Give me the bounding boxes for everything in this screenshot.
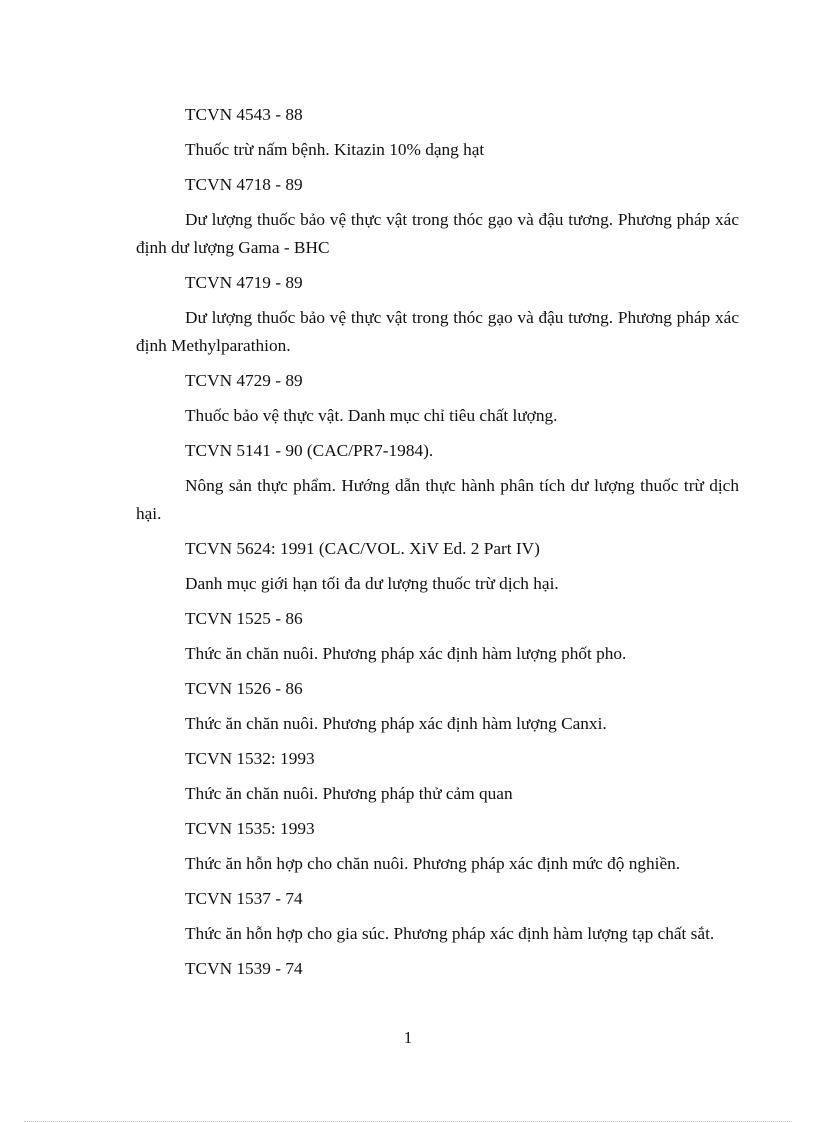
standard-code: TCVN 4543 - 88: [185, 105, 303, 124]
page-number: 1: [403, 1028, 413, 1047]
standard-description: Danh mục giới hạn tối đa dư lượng thuốc trừ dịch hại.: [185, 574, 559, 593]
standard-code: TCVN 1539 - 74: [185, 959, 303, 978]
standard-code: TCVN 1532: 1993: [185, 749, 315, 768]
standard-code: TCVN 1526 - 86: [185, 679, 303, 698]
standards-list: [136, 101, 739, 990]
standard-description: Thức ăn hỗn hợp cho chăn nuôi. Phương pháp xác định mức độ nghiền.: [185, 854, 681, 873]
standard-description: Dư lượng thuốc bảo vệ thực vật trong thóc gạo và đậu tương. Phương pháp xác định Methylparathion.: [136, 308, 739, 355]
standard-code: TCVN 5624: 1991 (CAC/VOL. XiV Ed. 2 Part IV): [185, 539, 540, 558]
standard-code: TCVN 5141 - 90 (CAC/PR7-1984).: [185, 441, 434, 460]
standard-description: Thức ăn chăn nuôi. Phương pháp xác định hàm lượng phốt pho.: [185, 644, 627, 663]
standard-description: Thuốc trừ nấm bệnh. Kitazin 10% dạng hạt: [185, 140, 485, 159]
page-bottom-divider: [24, 1121, 792, 1122]
standard-description: Thuốc bảo vệ thực vật. Danh mục chỉ tiêu chất lượng.: [185, 406, 558, 425]
standard-code: TCVN 4718 - 89: [185, 175, 303, 194]
standard-description: Dư lượng thuốc bảo vệ thực vật trong thóc gạo và đậu tương. Phương pháp xác định dư lượng Gama - BHC: [136, 210, 739, 257]
standard-description: Nông sản thực phẩm. Hướng dẫn thực hành phân tích dư lượng thuốc trừ dịch hại.: [136, 476, 739, 523]
standard-code: TCVN 1535: 1993: [185, 819, 315, 838]
standard-code: TCVN 1525 - 86: [185, 609, 303, 628]
standard-description: Thức ăn chăn nuôi. Phương pháp thử cảm quan: [185, 784, 513, 803]
standard-code: TCVN 1537 - 74: [185, 889, 303, 908]
standard-code: TCVN 4729 - 89: [185, 371, 303, 390]
standard-description: Thức ăn chăn nuôi. Phương pháp xác định hàm lượng Canxi.: [185, 714, 607, 733]
standard-description: Thức ăn hỗn hợp cho gia súc. Phương pháp xác định hàm lượng tạp chất sắt.: [185, 924, 715, 943]
standard-code: TCVN 4719 - 89: [185, 273, 303, 292]
